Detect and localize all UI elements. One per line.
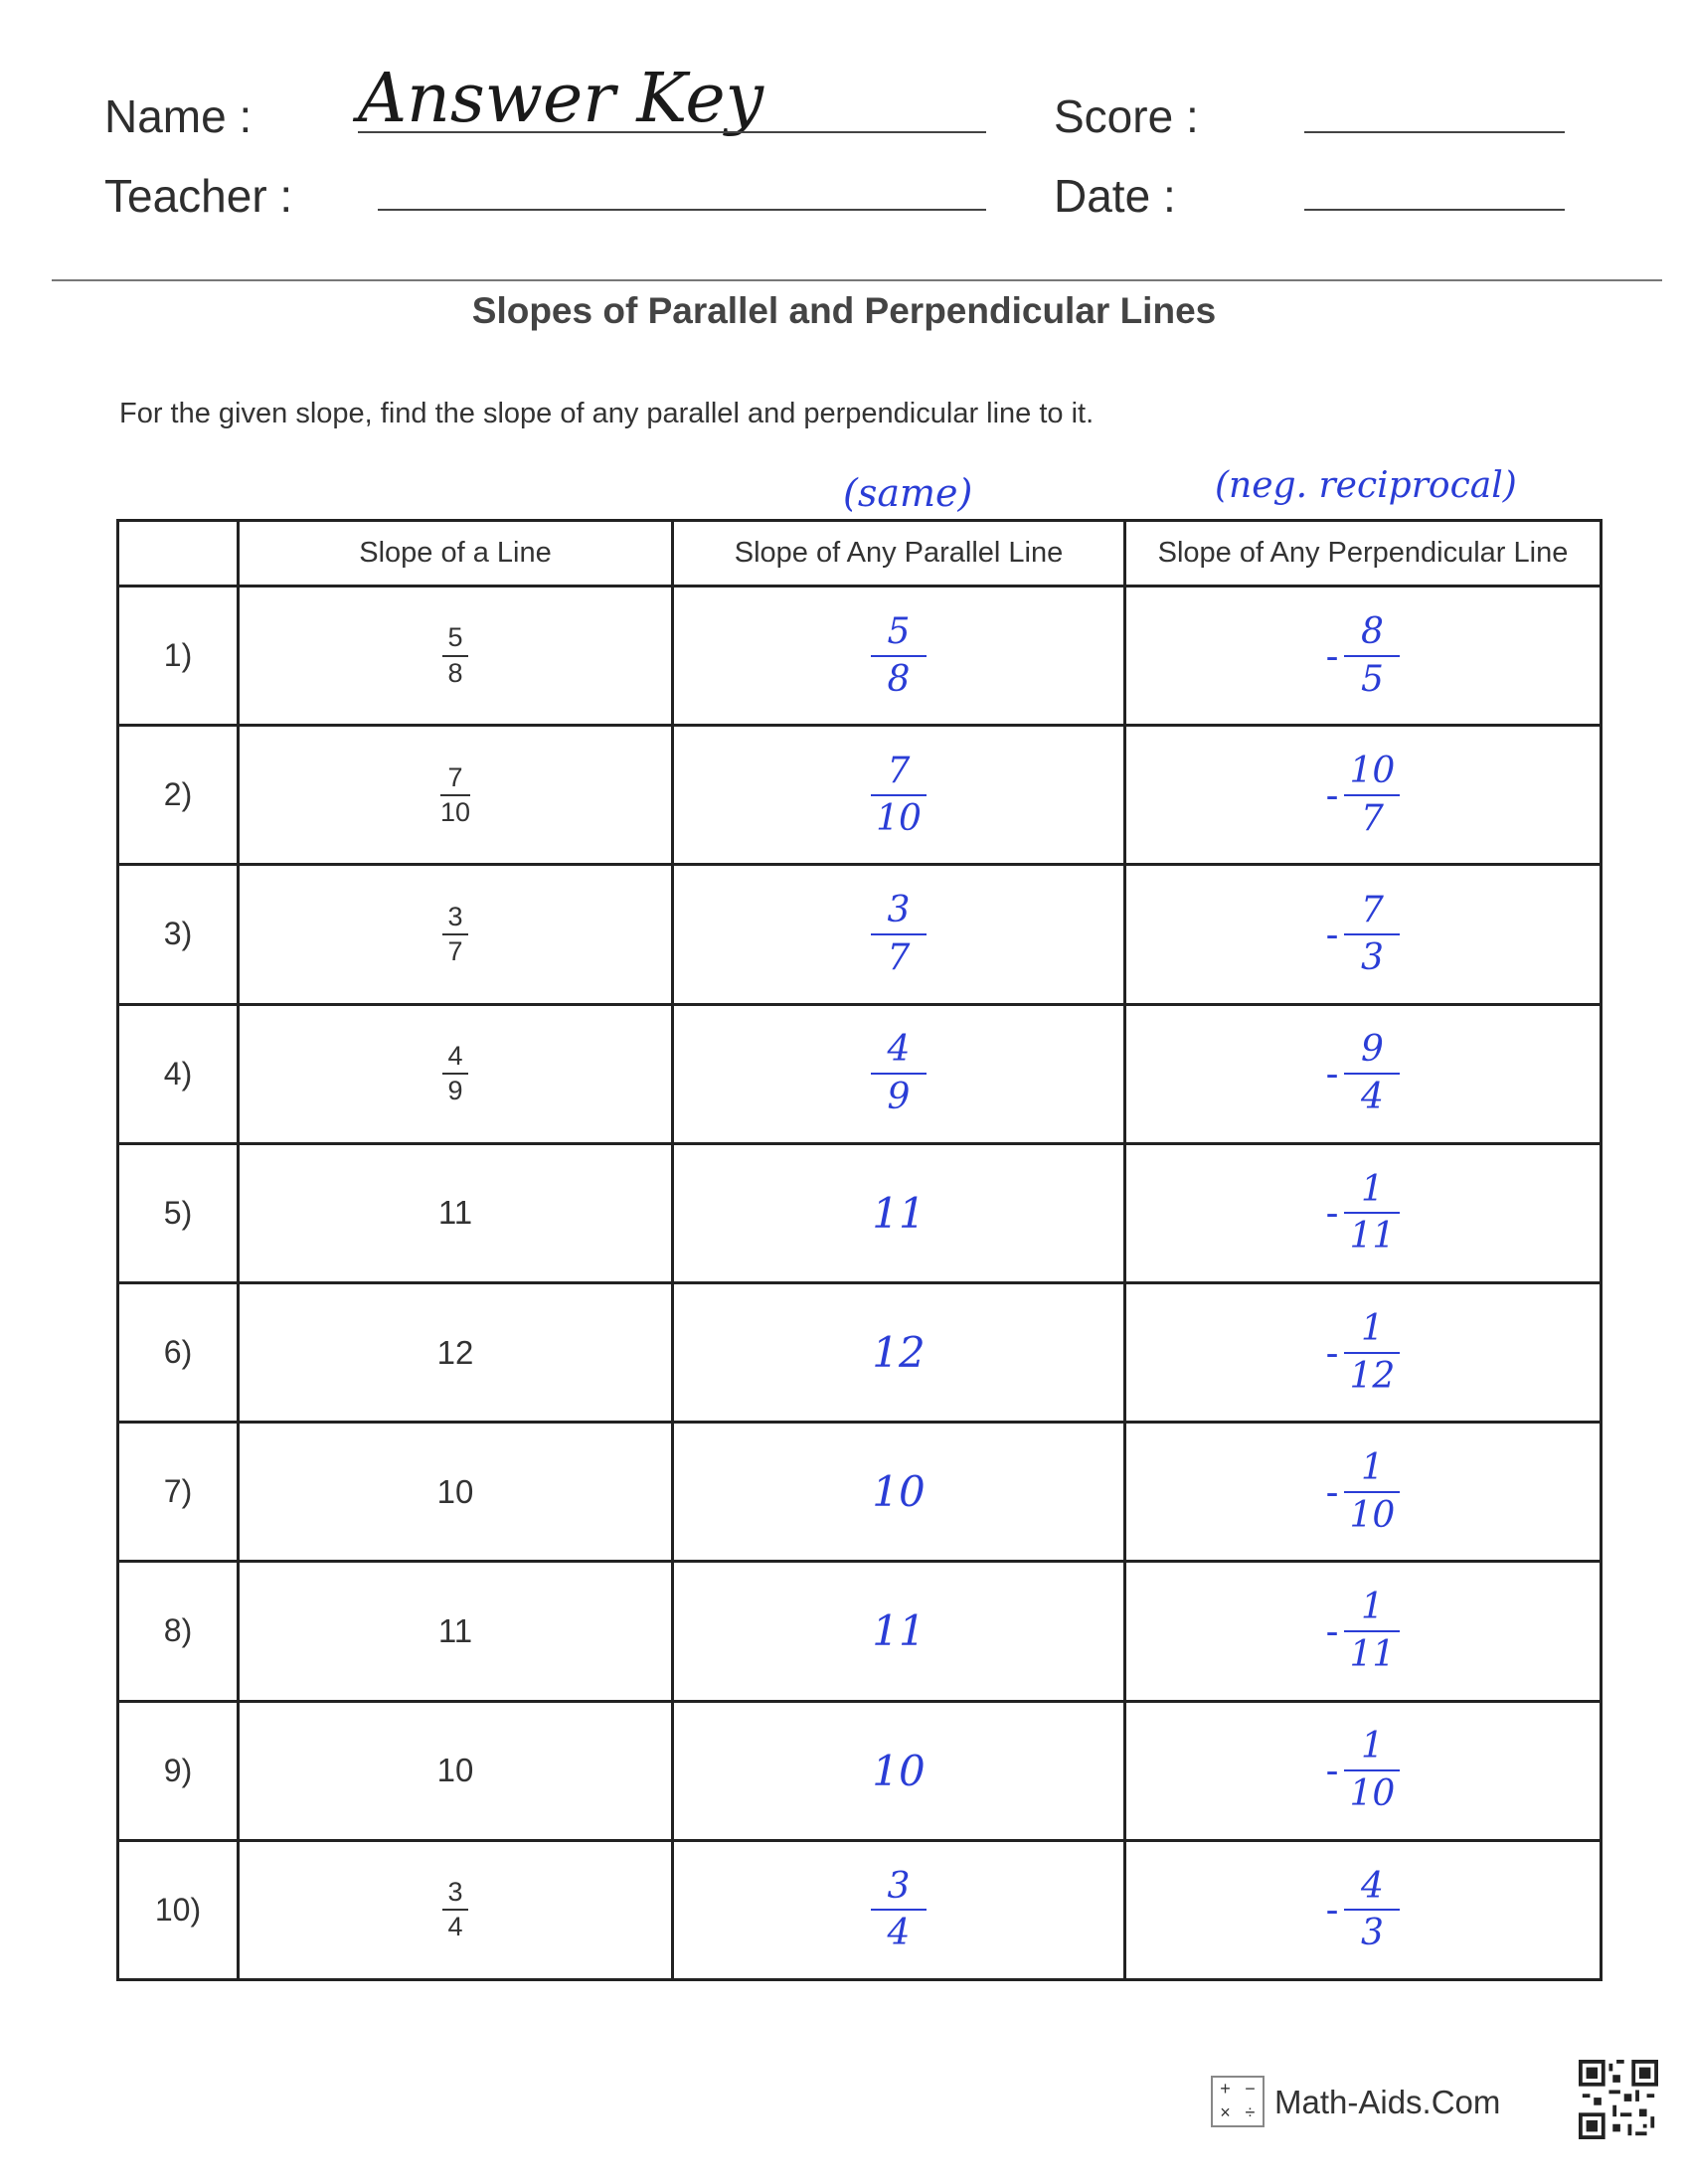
slope-fraction xyxy=(442,1042,468,1105)
denominator: 3 xyxy=(1360,1913,1384,1954)
perpendicular-answer-cell[interactable] xyxy=(1125,1282,1602,1422)
instructions-text: For the given slope, find the slope of any parallel and perpendicular line to it. xyxy=(119,398,1095,429)
parallel-answer xyxy=(872,1747,925,1795)
numerator: 3 xyxy=(887,890,911,931)
minus-sign: - xyxy=(1325,1469,1339,1514)
slope-value: 11 xyxy=(437,1611,473,1649)
header-parallel: Slope of Any Parallel Line xyxy=(673,521,1125,587)
handwritten-fraction xyxy=(871,892,927,977)
fraction-bar xyxy=(1344,1491,1400,1493)
handwritten-fraction xyxy=(1344,610,1400,700)
handwritten-fraction xyxy=(1344,1307,1400,1397)
denominator: 9 xyxy=(447,1076,463,1106)
denominator: 11 xyxy=(1349,1633,1396,1675)
perpendicular-answer xyxy=(1325,610,1401,700)
numerator: 1 xyxy=(1360,1307,1384,1349)
handwritten-fraction xyxy=(1344,1728,1400,1813)
date-line[interactable] xyxy=(1304,209,1565,211)
perpendicular-answer-cell[interactable] xyxy=(1125,1562,1602,1701)
name-handwritten-value: Answer Key xyxy=(358,60,763,138)
handwritten-fraction xyxy=(871,1865,927,1954)
table-row xyxy=(118,587,1602,726)
handwritten-value: 12 xyxy=(872,1328,926,1378)
parallel-answer xyxy=(871,1865,927,1954)
numerator: 10 xyxy=(1349,750,1396,791)
teacher-label: Teacher : xyxy=(104,170,293,222)
parallel-answer-cell[interactable] xyxy=(673,1423,1125,1562)
numerator: 4 xyxy=(447,1041,463,1071)
problem-number: 8) xyxy=(118,1562,239,1701)
problem-number: 4) xyxy=(118,1004,239,1143)
handwritten-value: 11 xyxy=(872,1606,926,1656)
table-row xyxy=(118,1282,1602,1422)
worksheet-title: Slopes of Parallel and Perpendicular Lines xyxy=(471,290,1217,331)
fraction-bar xyxy=(1344,1630,1400,1632)
numerator: 9 xyxy=(1360,1029,1384,1071)
given-slope-cell xyxy=(239,865,673,1004)
denominator: 4 xyxy=(887,1913,911,1954)
handwritten-fraction xyxy=(871,610,927,700)
given-slope-cell xyxy=(239,1282,673,1422)
numerator: 3 xyxy=(887,1865,911,1907)
parallel-answer-cell[interactable] xyxy=(673,865,1125,1004)
slope-fraction xyxy=(442,1878,468,1941)
fraction-bar xyxy=(1344,1073,1400,1075)
parallel-answer xyxy=(871,610,927,700)
problem-number: 6) xyxy=(118,1282,239,1422)
fraction-bar xyxy=(1344,933,1400,935)
perpendicular-answer-cell[interactable] xyxy=(1125,587,1602,726)
perpendicular-answer-cell[interactable] xyxy=(1125,1840,1602,1979)
handwritten-fraction xyxy=(1344,750,1400,839)
slopes-table xyxy=(116,519,1603,1981)
given-slope-cell xyxy=(239,1701,673,1840)
denominator: 4 xyxy=(447,1912,463,1942)
handwritten-fraction xyxy=(1344,1446,1400,1536)
fraction-bar xyxy=(871,655,927,657)
table-row xyxy=(118,1423,1602,1562)
footer-site-name: Math-Aids.Com xyxy=(1274,2084,1501,2120)
parallel-answer xyxy=(871,892,927,977)
handwritten-fraction xyxy=(1344,1168,1400,1258)
fraction-bar xyxy=(871,1073,927,1075)
perpendicular-answer xyxy=(1325,1446,1401,1536)
score-line[interactable] xyxy=(1304,131,1565,133)
parallel-answer-cell[interactable] xyxy=(673,587,1125,726)
parallel-answer-cell[interactable] xyxy=(673,1562,1125,1701)
slope-fraction xyxy=(442,623,468,687)
perpendicular-answer xyxy=(1326,892,1401,977)
minus-sign: - xyxy=(1325,1052,1339,1096)
perpendicular-answer-cell[interactable] xyxy=(1125,726,1602,865)
given-slope-cell xyxy=(239,726,673,865)
fraction-bar xyxy=(1344,1352,1400,1354)
perpendicular-answer xyxy=(1326,1031,1401,1116)
table-row xyxy=(118,1562,1602,1701)
given-slope-cell xyxy=(239,1004,673,1143)
given-slope-cell xyxy=(239,587,673,726)
numerator: 5 xyxy=(887,610,911,652)
numerator: 3 xyxy=(447,901,463,931)
handwritten-fraction xyxy=(871,1031,927,1116)
numerator: 1 xyxy=(1360,1587,1384,1628)
minus-sign: - xyxy=(1325,1330,1339,1375)
given-slope-cell xyxy=(239,1562,673,1701)
slope-value: 10 xyxy=(436,1472,474,1510)
parallel-answer xyxy=(872,1328,925,1377)
math-aids-logo-icon: + − × ÷ xyxy=(1211,2076,1265,2127)
perpendicular-answer-cell[interactable] xyxy=(1125,865,1602,1004)
handwritten-value: 10 xyxy=(872,1467,926,1517)
denominator: 10 xyxy=(876,797,922,839)
fraction-bar xyxy=(442,1909,468,1911)
problem-number: 3) xyxy=(118,865,239,1004)
table-header-row xyxy=(118,521,1602,587)
handwritten-fraction xyxy=(871,750,927,839)
fraction-bar xyxy=(442,933,468,935)
perpendicular-answer xyxy=(1325,1168,1401,1258)
handwritten-value: 11 xyxy=(872,1188,926,1238)
problem-number: 2) xyxy=(118,726,239,865)
header-number xyxy=(118,521,239,587)
denominator: 7 xyxy=(447,935,463,966)
denominator: 10 xyxy=(1349,1494,1396,1536)
fraction-bar xyxy=(871,794,927,796)
perpendicular-answer-cell[interactable] xyxy=(1125,1701,1602,1840)
problem-number: 9) xyxy=(118,1701,239,1840)
parallel-answer-cell[interactable] xyxy=(673,1840,1125,1979)
name-label: Name : xyxy=(104,90,253,142)
perpendicular-note: (neg. reciprocal) xyxy=(1215,465,1517,506)
denominator: 4 xyxy=(1360,1077,1384,1118)
perpendicular-answer-cell[interactable] xyxy=(1125,1143,1602,1282)
problem-number: 5) xyxy=(118,1143,239,1282)
numerator: 4 xyxy=(1360,1865,1384,1907)
table-row xyxy=(118,865,1602,1004)
fraction-bar xyxy=(440,794,470,796)
minus-sign: - xyxy=(1325,633,1339,678)
perpendicular-answer xyxy=(1325,1865,1401,1954)
slope-fraction xyxy=(442,903,468,966)
numerator: 8 xyxy=(1360,610,1384,652)
perpendicular-answer xyxy=(1326,1589,1401,1674)
minus-sign: - xyxy=(1325,1191,1339,1236)
perpendicular-answer-cell[interactable] xyxy=(1125,1423,1602,1562)
problem-number: 7) xyxy=(118,1423,239,1562)
header-slope: Slope of a Line xyxy=(239,521,673,587)
minus-sign: - xyxy=(1325,772,1339,817)
slope-value: 10 xyxy=(436,1752,474,1789)
fraction-bar xyxy=(1344,655,1400,657)
qr-code-icon xyxy=(1579,2060,1658,2139)
parallel-answer xyxy=(872,1606,925,1655)
parallel-answer-cell[interactable] xyxy=(673,1282,1125,1422)
problem-number: 1) xyxy=(118,587,239,726)
perpendicular-answer xyxy=(1325,750,1401,839)
denominator: 12 xyxy=(1349,1355,1396,1397)
handwritten-fraction xyxy=(1344,1589,1400,1674)
handwritten-fraction xyxy=(1344,1031,1400,1116)
perpendicular-answer xyxy=(1326,1728,1401,1813)
slope-fraction xyxy=(440,763,470,827)
denominator: 8 xyxy=(447,657,463,688)
table-row xyxy=(118,1840,1602,1979)
minus-sign: - xyxy=(1325,1888,1339,1932)
slope-value: 12 xyxy=(436,1333,474,1371)
numerator: 3 xyxy=(447,1877,463,1908)
given-slope-cell xyxy=(239,1423,673,1562)
denominator: 9 xyxy=(887,1077,911,1118)
parallel-answer xyxy=(872,1189,925,1238)
denominator: 10 xyxy=(1349,1773,1396,1815)
minus-sign: - xyxy=(1325,1608,1339,1653)
denominator: 7 xyxy=(1360,797,1384,839)
denominator: 8 xyxy=(887,658,911,700)
table-row xyxy=(118,726,1602,865)
fraction-bar xyxy=(871,933,927,935)
parallel-answer-cell[interactable] xyxy=(673,1143,1125,1282)
fraction-bar xyxy=(1344,1212,1400,1214)
given-slope-cell xyxy=(239,1840,673,1979)
numerator: 1 xyxy=(1360,1168,1384,1210)
given-slope-cell xyxy=(239,1143,673,1282)
fraction-bar xyxy=(442,1073,468,1075)
parallel-answer xyxy=(871,1031,927,1116)
denominator: 7 xyxy=(887,936,911,978)
numerator: 7 xyxy=(1360,890,1384,931)
parallel-note: (same) xyxy=(843,471,973,515)
parallel-answer-cell[interactable] xyxy=(673,1004,1125,1143)
numerator: 1 xyxy=(1360,1726,1384,1767)
table-row xyxy=(118,1004,1602,1143)
table-row xyxy=(118,1143,1602,1282)
slope-value: 11 xyxy=(437,1194,473,1232)
fraction-bar xyxy=(1344,1909,1400,1911)
header-divider xyxy=(52,279,1662,281)
denominator: 5 xyxy=(1360,658,1384,700)
denominator: 3 xyxy=(1360,936,1384,978)
numerator: 4 xyxy=(887,1029,911,1071)
parallel-answer-cell[interactable] xyxy=(673,1701,1125,1840)
parallel-answer xyxy=(872,1467,925,1516)
handwritten-value: 10 xyxy=(872,1746,926,1795)
parallel-answer xyxy=(871,750,927,839)
numerator: 1 xyxy=(1360,1446,1384,1488)
fraction-bar xyxy=(871,1909,927,1911)
fraction-bar xyxy=(1344,1769,1400,1771)
numerator: 5 xyxy=(447,622,463,653)
minus-sign: - xyxy=(1325,1749,1339,1793)
name-line[interactable] xyxy=(358,131,986,133)
parallel-answer-cell[interactable] xyxy=(673,726,1125,865)
numerator: 7 xyxy=(887,750,911,791)
score-label: Score : xyxy=(1054,90,1199,142)
problem-number: 10) xyxy=(118,1840,239,1979)
denominator: 10 xyxy=(439,796,471,827)
teacher-line[interactable] xyxy=(378,209,986,211)
handwritten-fraction xyxy=(1344,892,1400,977)
minus-sign: - xyxy=(1325,912,1339,956)
handwritten-fraction xyxy=(1344,1865,1400,1954)
perpendicular-answer-cell[interactable] xyxy=(1125,1004,1602,1143)
table-row xyxy=(118,1701,1602,1840)
denominator: 11 xyxy=(1349,1216,1396,1258)
numerator: 7 xyxy=(447,761,463,792)
perpendicular-answer xyxy=(1325,1307,1401,1397)
header-perpendicular: Slope of Any Perpendicular Line xyxy=(1125,521,1602,587)
fraction-bar xyxy=(442,655,468,657)
fraction-bar xyxy=(1344,794,1400,796)
date-label: Date : xyxy=(1054,170,1176,222)
